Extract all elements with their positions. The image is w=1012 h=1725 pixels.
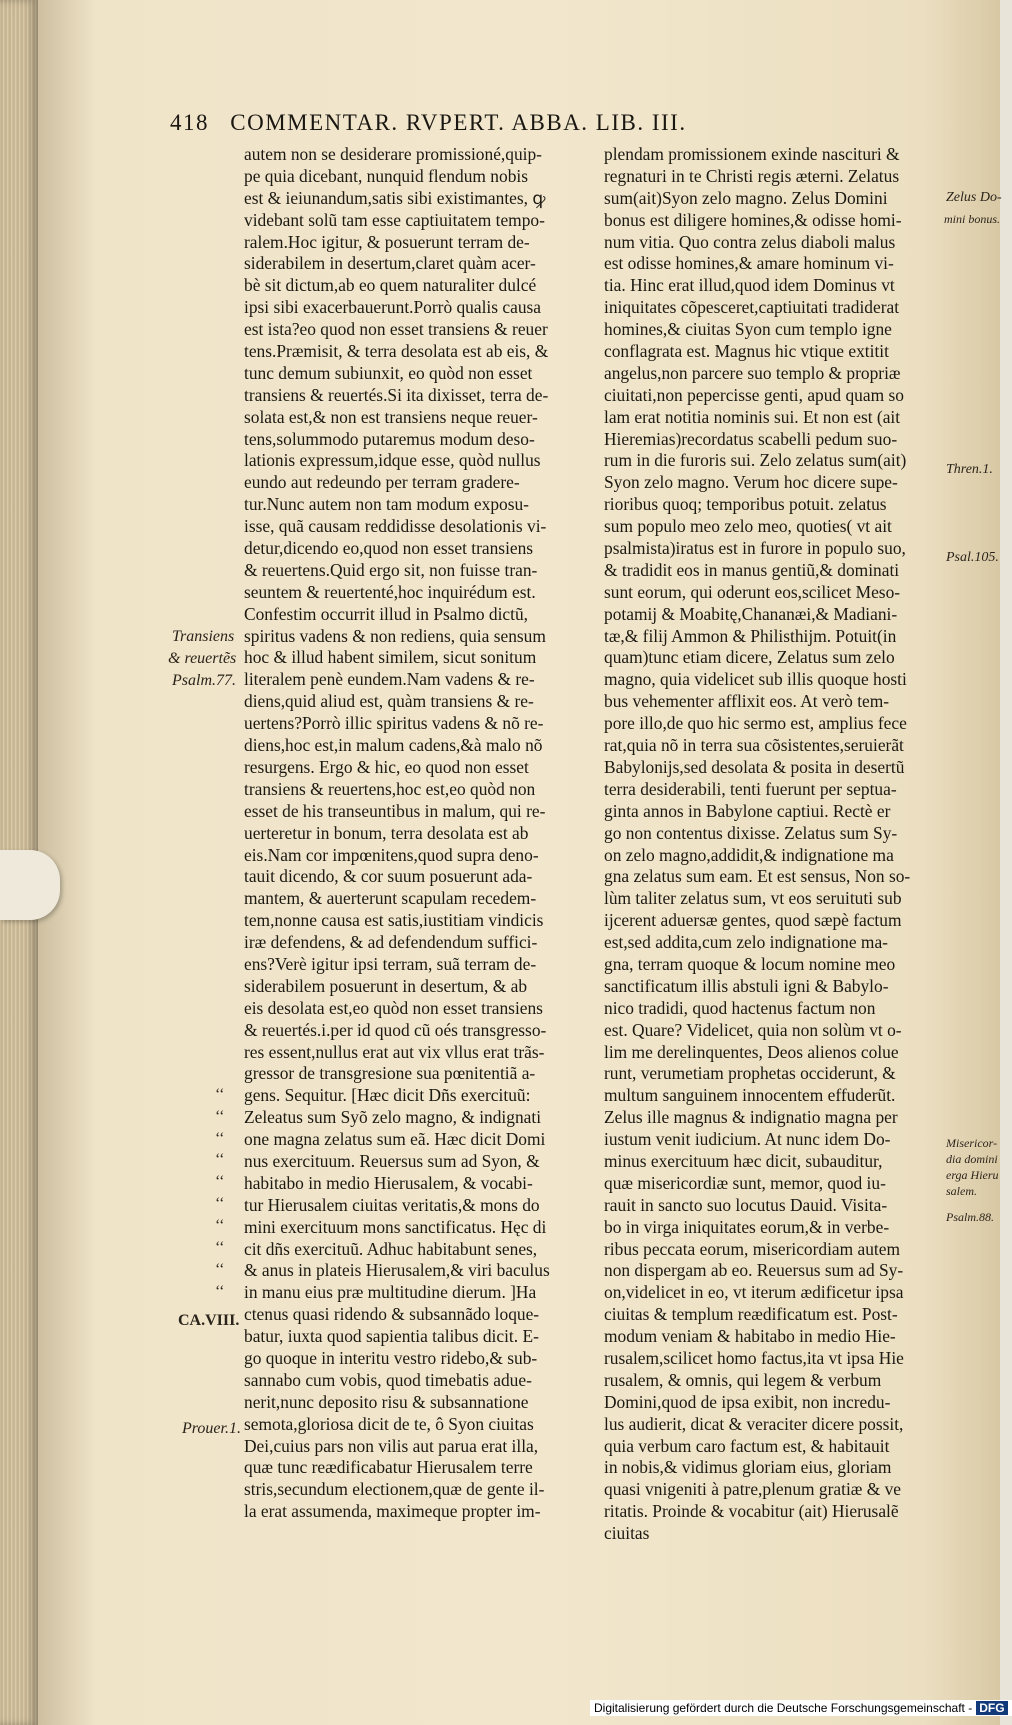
- right-column-line: tæ,& filij Ammon & Philisthijm. Potuit(in: [604, 625, 897, 646]
- right-column-line: ciuitas & templum reædificatum est. Post-: [604, 1304, 898, 1325]
- left-column-line: res essent,nullus erat aut vix vllus erat trãs-: [244, 1041, 545, 1062]
- margin-note-zelus-1: Zelus Do-: [946, 190, 1002, 205]
- left-column-line: & reuertens.Quid ergo sit, non fuisse tran-: [244, 559, 538, 580]
- margin-note-psal-105: Psal.105.: [946, 550, 999, 565]
- left-column-line: batur, iuxta quod sapientia talibus dicit. E-: [244, 1326, 539, 1347]
- right-column-line: sum(ait)Syon zelo magno. Zelus Domini: [604, 187, 888, 208]
- left-column-line: ctenus quasi ridendo & subsannãdo loque-: [244, 1304, 540, 1325]
- margin-note-transiens: Transiens: [172, 628, 235, 645]
- right-text-column: [604, 144, 950, 1545]
- right-column-line: sanctificatum illis abstuli igni & Babylo-: [604, 975, 889, 996]
- right-column-line: minus exercituum hæc dicit, subauditur,: [604, 1150, 883, 1171]
- right-column-line: tia. Hinc erat illud,quod idem Dominus vt: [604, 275, 895, 296]
- right-column-line: on zelo magno,addidit,& indignatione ma: [604, 844, 894, 865]
- right-column-line: angelus,non parcere suo templo & propriæ: [604, 362, 901, 383]
- left-column-line: tens,solummodo putaremus modum deso-: [244, 428, 535, 449]
- right-column-line: runt, verumetiam prophetas occiderunt, &: [604, 1063, 896, 1084]
- right-column-line: bonus est diligere homines,& odisse homi-: [604, 209, 902, 230]
- right-column-line: modum veniam & habitabo in medio Hie-: [604, 1326, 896, 1347]
- right-column-line: non dispergam ab eo. Reuersus sum ad Sy-: [604, 1260, 904, 1281]
- margin-note-reuertens: & reuertẽs: [168, 650, 237, 667]
- right-column-line: rauit in sancto suo locutus Dauid. Visita-: [604, 1194, 888, 1215]
- left-column-line: ens?Verè igitur ipsi terram, suã terram de-: [244, 953, 537, 974]
- left-column-line: transiens & reuertens,hoc est,eo quòd non: [244, 778, 536, 799]
- left-column-line: autem non se desiderare promissioné,quip-: [244, 144, 542, 164]
- right-column-line: in nobis,& vidimus gloriam eius, gloriam: [604, 1457, 892, 1478]
- left-column-line: gressor de transgresione sua pœnitentiã a-: [244, 1063, 536, 1084]
- left-column-line: nus exercituum. Reuersus sum ad Syon, &: [244, 1150, 540, 1171]
- left-column-line: tem,nonne causa est satis,iustitiam vindicis: [244, 910, 544, 931]
- right-column-line: sum populo meo zelo meo, quoties( vt ait: [604, 516, 892, 537]
- margin-note-thren: Thren.1.: [946, 462, 993, 477]
- left-column-line: spiritus vadens & non rediens, quia sensum: [244, 625, 546, 646]
- left-column-line: go quoque in interitu vestro ridebo,& sub-: [244, 1347, 538, 1368]
- quote-mark: ‘‘: [215, 1085, 225, 1103]
- right-column-line: ginta annos in Babylone captiui. Rectè er: [604, 800, 891, 821]
- chapter-marker: CA.VIII.: [178, 1312, 240, 1329]
- left-column-line: iræ defendens, & ad defendendum suffici-: [244, 932, 538, 953]
- left-column-line: one magna zelatus sum eã. Hæc dicit Domi: [244, 1129, 546, 1150]
- left-column-line: cit dñs exercituũ. Adhuc habitabunt senes,: [244, 1238, 538, 1259]
- footer-text: Digitalisierung gefördert durch die Deutsche Forschungsgemeinschaft -: [594, 1701, 973, 1715]
- left-column-line: diens,hoc est,in malum cadens,&à malo nõ: [244, 735, 543, 756]
- quote-mark: ‘‘: [215, 1239, 225, 1256]
- left-column-line: hoc & illud habent similem, sicut sonitum: [244, 647, 537, 668]
- left-column-line: solata est,& non est transiens neque reuer-: [244, 406, 538, 427]
- left-column-line: ralem.Hoc igitur, & posuerunt terram de-: [244, 231, 530, 252]
- left-column-line: Zeleatus sum Syõ zelo magno, & indignati: [244, 1107, 542, 1128]
- right-column-line: rum in die furoris sui. Zelo zelatus sum(ait): [604, 450, 907, 471]
- page-tab-marker: [0, 850, 60, 920]
- right-column-line: iniquitates cõpesceret,captiuitati tradiderat: [604, 297, 900, 318]
- right-column-line: quia verbum caro factum est, & habitauit: [604, 1435, 890, 1456]
- margin-note-misericordia-1: Misericor-: [946, 1136, 998, 1150]
- right-column-line: Domini,quod de ipsa exibit, non incredu-: [604, 1391, 891, 1412]
- left-column-line: lationis expressum,idque esse, quòd nullus: [244, 450, 541, 471]
- left-column-line: & anus in plateis Hierusalem,& viri baculus: [244, 1260, 550, 1281]
- right-column-line: rioribus quoq; temporibus potuit. zelatus: [604, 494, 887, 515]
- margin-note-misericordia-3: erga Hieru: [946, 1168, 999, 1182]
- right-column-line: homines,& ciuitas Syon cum templo igne: [604, 319, 892, 340]
- margin-note-prouer: Prouer.1.: [182, 1420, 241, 1437]
- right-column-line: quasi vnigeniti à patre,plenum gratiæ & ve: [604, 1479, 902, 1500]
- right-column-line: plendam promissionem exinde nascituri &: [604, 144, 900, 164]
- left-column-line: tur.Nunc autem non tam modum exposu-: [244, 494, 529, 515]
- right-column-line: quam)tunc etiam dicere, Zelatus sum zelo: [604, 647, 895, 668]
- quote-mark: ‘‘: [215, 1173, 225, 1191]
- left-column-line: resurgens. Ergo & hic, eo quod non esset: [244, 756, 529, 777]
- left-column-line: la erat assumenda, maximeque propter im-: [244, 1501, 541, 1522]
- right-column-line: Hieremias)recordatus scabelli pedum suo-: [604, 428, 898, 449]
- right-column-line: est odisse homines,& amare hominum vi-: [604, 253, 894, 274]
- dfg-logo: DFG: [976, 1701, 1007, 1715]
- margin-note-misericordia-2: dia domini: [946, 1152, 998, 1166]
- quote-mark: ‘‘: [215, 1195, 225, 1213]
- right-column-line: quæ misericordiæ sunt, memor, quod iu-: [604, 1172, 886, 1193]
- page-number: 418: [170, 110, 209, 135]
- left-text-column: [244, 144, 596, 1523]
- left-column-line: isse, quã causam reddidisse desolationis vi-: [244, 516, 547, 537]
- right-column-line: potamij & Moabitę,Chananæi,& Madiani-: [604, 603, 898, 624]
- right-column-line: rusalem,scilicet homo factus,ita vt ipsa Hie: [604, 1347, 904, 1368]
- left-column-line: tunc demum subiunxit, eo quòd non esset: [244, 362, 533, 383]
- right-column-line: magno, quia videlicet sub illis quoque hosti: [604, 669, 907, 690]
- left-column-line: gens. Sequitur. [Hæc dicit Dñs exercituũ:: [244, 1085, 531, 1106]
- left-column-line: est ista?eo quod non esset transiens & reuer: [244, 319, 548, 340]
- right-column-line: ciuitati,non pepercisse genti, apud quam so: [604, 384, 904, 405]
- right-column-line: pore illo,de quo hic sermo est, amplius fece: [604, 713, 907, 734]
- right-column-line: bus vehementer afflixit eos. At verò tem-: [604, 691, 890, 712]
- right-column-line: rusalem, & omnis, qui legem & verbum: [604, 1369, 882, 1390]
- right-column-line: ribus peccata eorum, misericordiam autem: [604, 1238, 901, 1259]
- right-column-line: regnaturi in te Christi regis æterni. Zelatus: [604, 165, 900, 186]
- quote-mark: ‘‘: [215, 1282, 225, 1300]
- quote-mark: ‘‘: [215, 1260, 225, 1278]
- right-column-line: on,videlicet in eo, vt iterum ædificetur ipsa: [604, 1282, 904, 1303]
- right-column-line: gna zelatus sum eam. Et est sensus, Non so-: [604, 866, 911, 887]
- left-column-line: in manu eius præ multitudine dierum. ]Ha: [244, 1282, 537, 1303]
- left-column-line: seuntem & reuertenté,hoc inquirédum est.: [244, 581, 536, 602]
- right-column-line: terra desiderabili, tenti fuerunt per septua-: [604, 778, 897, 799]
- right-column-line: psalmista)iratus est in furore in populo suo,: [604, 538, 906, 559]
- left-column-line: tauit dicendo, & cor suum posuerunt ada-: [244, 866, 533, 887]
- right-column-line: lus audierit, dicat & veraciter dicere possit,: [604, 1413, 904, 1434]
- left-column-line: Dei,cuius pars non vilis aut parua erat illa,: [244, 1435, 539, 1456]
- right-column-line: rat,quia nõ in terra sua cõsistentes,seruierãt: [604, 735, 904, 756]
- margin-note-zelus-2: mini bonus.: [944, 212, 1001, 226]
- left-column-line: eundo aut redeundo per terram gradere-: [244, 472, 520, 493]
- right-column-line: ijcerent aduersæ gentes, quod sæpè factum: [604, 910, 902, 931]
- right-column-line: conflagrata est. Magnus hic vtique extitit: [604, 341, 889, 362]
- left-column-line: uerteretur in bonum, terra desolata est ab: [244, 822, 529, 843]
- right-column-line: ritatis. Proinde & vocabitur (ait) Hierusalẽ: [604, 1501, 899, 1522]
- right-column-line: go non contentus dixisse. Zelatus sum Sy-: [604, 822, 898, 843]
- right-column-line: Syon zelo magno. Verum hoc dicere supe-: [604, 472, 898, 493]
- left-column-line: tur Hierusalem ciuitas veritatis,& mons do: [244, 1194, 540, 1215]
- right-column-line: lam erat notitia nominis sui. Et non est (ait: [604, 406, 901, 427]
- right-column-line: sunt eorum, qui oderunt eos,scilicet Meso-: [604, 581, 901, 602]
- running-title: COMMENTAR. RVPERT. ABBA. LIB. III.: [230, 110, 687, 135]
- left-column-line: tens.Præmisit, & terra desolata est ab eis, &: [244, 341, 549, 362]
- right-column-line: Zelus ille magnus & indignatio magna per: [604, 1107, 898, 1128]
- left-column-line: diens,quid aliud est, quàm transiens & re-: [244, 691, 534, 712]
- margin-note-misericordia-4: salem.: [946, 1184, 977, 1198]
- margin-note-psalm-88: Psalm.88.: [946, 1210, 994, 1224]
- right-column-line: iustum venit iudicium. At nunc idem Do-: [604, 1129, 891, 1150]
- quote-mark: ‘‘: [215, 1217, 225, 1235]
- right-column-line: nico tradidi, quod hactenus factum non: [604, 997, 876, 1018]
- running-header: [170, 110, 930, 136]
- left-column-line: sannabo cum vobis, quod timebatis adue-: [244, 1369, 532, 1390]
- left-column-line: ipsi sibi exacerbauerunt.Porrò qualis causa: [244, 297, 541, 318]
- left-column-line: siderabilem in desertum,claret quàm acer-: [244, 253, 536, 274]
- left-column-line: & reuertés.i.per id quod cũ oés transgresso-: [244, 1019, 547, 1040]
- right-column-line: Babylonijs,sed desolata & posita in desertũ: [604, 756, 905, 777]
- right-column-line: est,sed addita,cum zelo indignatione ma-: [604, 932, 888, 953]
- left-column-line: Confestim occurrit illud in Psalmo dictũ,: [244, 603, 529, 624]
- margin-note-psalm-77: Psalm.77.: [172, 672, 236, 689]
- quote-mark: ‘‘: [215, 1151, 225, 1169]
- left-column-line: transiens & reuertés.Si ita dixisset, terra de-: [244, 384, 549, 405]
- left-column-line: quæ tunc reædificabatur Hierusalem terre: [244, 1457, 533, 1478]
- right-column-line: lim me derelinquentes, Deos alienos colue: [604, 1041, 899, 1062]
- left-column-line: est & ieiunandum,satis sibi existimantes, ꝙ: [244, 187, 546, 208]
- quote-mark: ‘‘: [215, 1129, 225, 1147]
- left-column-line: uertens?Porrò illic spiritus vadens & nõ re-: [244, 713, 544, 734]
- digitization-footer: [590, 1700, 1012, 1716]
- left-column-line: pe quia dicebant, nunquid flendum nobis: [244, 165, 528, 186]
- left-column-line: mini exercituum mons sanctificatus. Hęc di: [244, 1216, 547, 1237]
- right-column-line: num vitia. Quo contra zelus diaboli malus: [604, 231, 896, 252]
- left-column-line: eis desolata est,eo quòd non esset transiens: [244, 997, 543, 1018]
- left-column-line: mantem, & auerterunt scapulam recedem-: [244, 888, 537, 909]
- right-column-line: multum sanguinem innocentem effuderũt.: [604, 1085, 896, 1106]
- right-column-line: ciuitas: [604, 1523, 650, 1544]
- right-column-line: gna, terram quoque & locum nomine meo: [604, 953, 896, 974]
- left-column-line: siderabilem posuerunt in desertum, & ab: [244, 975, 528, 996]
- right-column-line: bo in virga iniquitates eorum,& in verbe-: [604, 1216, 890, 1237]
- right-column-line: & tradidit eos in manus gentiũ,& dominati: [604, 559, 900, 580]
- left-column-line: bè sit dictum,ab eo quem naturaliter dulcé: [244, 275, 537, 296]
- left-column-line: literalem penè eundem.Nam vadens & re-: [244, 669, 535, 690]
- right-column-line: est. Quare? Videlicet, quia non solùm vt o-: [604, 1019, 902, 1040]
- left-column-line: detur,dicendo eo,quod non esset transiens: [244, 538, 534, 559]
- left-column-line: videbant solũ tam esse captiuitatem tempo-: [244, 209, 545, 230]
- left-column-line: esset de his transeuntibus in malum, qui re-: [244, 800, 546, 821]
- quote-mark: ‘‘: [215, 1107, 225, 1125]
- left-column-line: habitabo in medio Hierusalem, & vocabi-: [244, 1172, 533, 1193]
- left-column-line: eis.Nam cor impœnitens,quod supra deno-: [244, 844, 539, 865]
- right-column-line: lùm taliter zelatus sum, vt eos seruituti sub: [604, 888, 902, 909]
- left-column-line: stris,secundum electionem,quæ de gente il-: [244, 1479, 545, 1500]
- left-column-line: semota,gloriosa dicit de te, ô Syon ciuitas: [244, 1413, 534, 1434]
- left-column-line: nerit,nunc deposito risu & subsannatione: [244, 1391, 529, 1412]
